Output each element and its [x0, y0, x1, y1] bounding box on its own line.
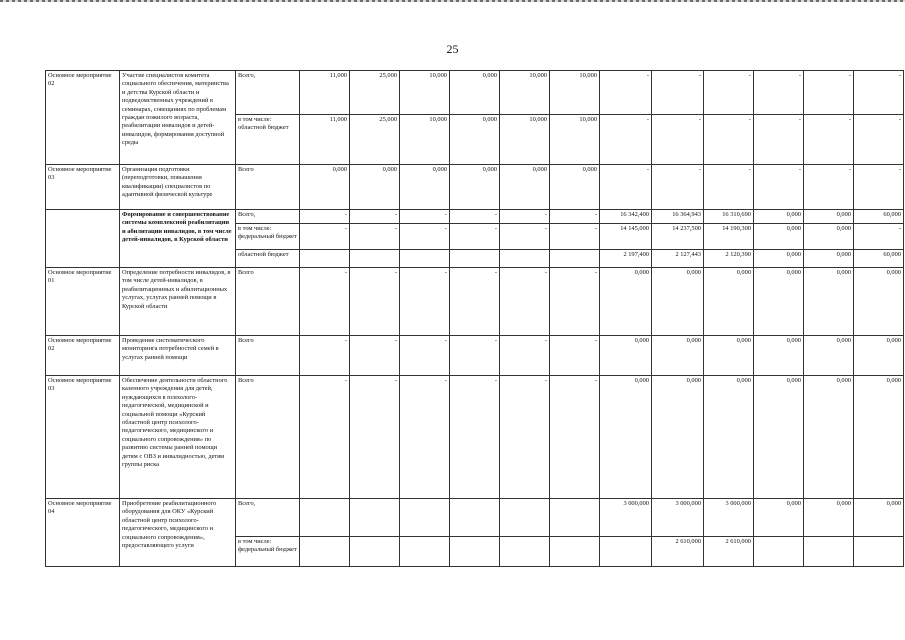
value-cell	[754, 537, 804, 567]
value-cell: 0,000	[804, 224, 854, 250]
value-cell: 0,000	[854, 268, 904, 336]
value-cell: 0,000	[804, 376, 854, 499]
scan-edge	[0, 0, 905, 2]
value-cell: -	[600, 165, 652, 210]
value-cell: -	[652, 71, 704, 115]
activity-name: Приобретение реабилитационного оборудования для ОКУ «Курский областной центр психолого-педагогического, медицинского и социального сопровождения», предоставляющего услуги	[120, 499, 236, 567]
value-cell: -	[450, 224, 500, 250]
value-cell: -	[450, 376, 500, 499]
value-cell	[400, 499, 450, 537]
value-cell: 0,000	[754, 376, 804, 499]
value-cell: -	[350, 268, 400, 336]
value-cell: -	[704, 165, 754, 210]
value-cell: 10,000	[400, 115, 450, 165]
value-cell: 0,000	[450, 115, 500, 165]
value-cell: 2 610,000	[652, 537, 704, 567]
activity-code: Основное мероприятие 03	[46, 165, 120, 210]
value-cell: 0,000	[450, 71, 500, 115]
value-cell: 0,000	[350, 165, 400, 210]
value-cell: 0,000	[804, 268, 854, 336]
value-cell: -	[500, 336, 550, 376]
value-cell: 0,000	[754, 268, 804, 336]
value-cell: -	[400, 268, 450, 336]
value-cell	[350, 499, 400, 537]
value-cell: 0,000	[450, 165, 500, 210]
table-row	[46, 165, 904, 210]
value-cell: 10,000	[550, 71, 600, 115]
value-cell: 0,000	[854, 336, 904, 376]
value-cell	[450, 537, 500, 567]
funding-source: в том числе: федеральный бюджет	[236, 224, 300, 250]
value-cell	[500, 250, 550, 268]
value-cell: 10,000	[500, 115, 550, 165]
value-cell: 0,000	[804, 210, 854, 224]
value-cell: -	[400, 376, 450, 499]
value-cell: 25,000	[350, 115, 400, 165]
value-cell: -	[704, 115, 754, 165]
value-cell: 14 237,500	[652, 224, 704, 250]
value-cell: -	[754, 71, 804, 115]
value-cell: -	[854, 115, 904, 165]
value-cell: -	[804, 71, 854, 115]
value-cell: 0,000	[652, 376, 704, 499]
table-row	[46, 376, 904, 499]
value-cell	[804, 537, 854, 567]
value-cell: -	[600, 115, 652, 165]
value-cell: -	[300, 268, 350, 336]
value-cell: 10,000	[400, 71, 450, 115]
value-cell: 3 000,000	[600, 499, 652, 537]
value-cell: -	[350, 210, 400, 224]
subprogram-name: Формирование и совершенствование системы комплексной реабилитации и абилитации инвалидов, в том числе детей-инвалидов, в Курской области	[120, 210, 236, 268]
value-cell: 0,000	[754, 336, 804, 376]
value-cell: 14 190,300	[704, 224, 754, 250]
funding-source: областной бюджет	[236, 250, 300, 268]
table-row	[46, 268, 904, 336]
value-cell	[400, 250, 450, 268]
value-cell: 3 000,000	[704, 499, 754, 537]
activity-code: Основное мероприятие 03	[46, 376, 120, 499]
value-cell: 25,000	[350, 71, 400, 115]
value-cell: -	[300, 376, 350, 499]
value-cell: -	[754, 165, 804, 210]
value-cell: -	[300, 224, 350, 250]
activity-code: Основное мероприятие 04	[46, 499, 120, 567]
table-row	[46, 336, 904, 376]
value-cell: -	[600, 71, 652, 115]
value-cell: -	[500, 210, 550, 224]
value-cell: 60,000	[854, 210, 904, 224]
activity-name: Обеспечение деятельности областного казенного учреждения для детей, нуждающихся в психолого-педагогической, медицинской и социальной помощи «Курский областной центр психолого-педагогического, медицинского и социального сопровождения» по развитию системы ранней помощи детям с ОВЗ и инвалидностью, детям группы риска	[120, 376, 236, 499]
value-cell	[450, 499, 500, 537]
value-cell: 11,000	[300, 71, 350, 115]
funding-source: Всего	[236, 336, 300, 376]
value-cell: 60,000	[854, 250, 904, 268]
value-cell: -	[550, 268, 600, 336]
activity-code: Основное мероприятие 02	[46, 71, 120, 165]
value-cell	[600, 537, 652, 567]
funding-source: Всего	[236, 376, 300, 499]
table-row	[46, 71, 904, 115]
value-cell	[300, 499, 350, 537]
value-cell: 16 342,400	[600, 210, 652, 224]
value-cell	[550, 250, 600, 268]
value-cell: -	[300, 210, 350, 224]
activity-name: Участие специалистов комитета социального обеспечения, материнства и детства Курской области и подведомственных учреждений в семинарах, совещаниях по проблемам граждан пожилого возраста, реабилитации инвалидов и детей-инвалидов, формирования доступной среды	[120, 71, 236, 165]
value-cell: -	[754, 115, 804, 165]
activity-name: Организация подготовки (переподготовки, повышения квалификации) специалистов по адаптивной физической культуре	[120, 165, 236, 210]
value-cell	[500, 499, 550, 537]
value-cell: -	[550, 376, 600, 499]
activity-code: Основное мероприятие 01	[46, 268, 120, 336]
value-cell: -	[500, 224, 550, 250]
value-cell: 3 000,000	[652, 499, 704, 537]
value-cell: 0,000	[704, 268, 754, 336]
value-cell	[450, 250, 500, 268]
value-cell: 0,000	[300, 165, 350, 210]
value-cell: -	[550, 336, 600, 376]
value-cell: -	[550, 210, 600, 224]
value-cell: 0,000	[600, 376, 652, 499]
value-cell: 0,000	[854, 376, 904, 499]
value-cell: 16 310,690	[704, 210, 754, 224]
value-cell: 0,000	[652, 336, 704, 376]
activity-name: Определение потребности инвалидов, в том числе детей-инвалидов, в реабилитационных и абилитационных услугах, услугах ранней помощи в Курской области	[120, 268, 236, 336]
value-cell: 10,000	[500, 71, 550, 115]
value-cell: 16 364,943	[652, 210, 704, 224]
value-cell: -	[704, 71, 754, 115]
value-cell: -	[450, 268, 500, 336]
value-cell: 0,000	[600, 336, 652, 376]
table-row	[46, 210, 904, 224]
value-cell	[350, 537, 400, 567]
value-cell: -	[854, 224, 904, 250]
value-cell: 2 127,443	[652, 250, 704, 268]
activity-name: Проведение систематического мониторинга потребностей семей в услугах ранней помощи	[120, 336, 236, 376]
value-cell: -	[400, 224, 450, 250]
value-cell: -	[854, 71, 904, 115]
funding-source: Всего	[236, 165, 300, 210]
value-cell: -	[652, 165, 704, 210]
value-cell	[854, 537, 904, 567]
value-cell	[400, 537, 450, 567]
value-cell: 0,000	[600, 268, 652, 336]
value-cell: 0,000	[754, 499, 804, 537]
value-cell	[500, 537, 550, 567]
value-cell: -	[350, 376, 400, 499]
table-row	[46, 499, 904, 537]
financing-table	[45, 70, 904, 567]
value-cell	[550, 499, 600, 537]
value-cell: 2 197,400	[600, 250, 652, 268]
value-cell: 2 610,000	[704, 537, 754, 567]
value-cell: 0,000	[704, 336, 754, 376]
activity-code: Основное мероприятие 02	[46, 336, 120, 376]
value-cell: -	[804, 115, 854, 165]
page-number: 25	[446, 42, 459, 56]
value-cell: 0,000	[550, 165, 600, 210]
value-cell: 11,000	[300, 115, 350, 165]
value-cell	[300, 537, 350, 567]
value-cell: -	[500, 376, 550, 499]
value-cell: 0,000	[400, 165, 450, 210]
value-cell: -	[300, 336, 350, 376]
value-cell: -	[854, 165, 904, 210]
value-cell: 0,000	[804, 250, 854, 268]
value-cell: 0,000	[804, 499, 854, 537]
activity-code	[46, 210, 120, 268]
value-cell: -	[500, 268, 550, 336]
funding-source: Всего,	[236, 499, 300, 537]
value-cell: 0,000	[804, 336, 854, 376]
value-cell: 0,000	[754, 250, 804, 268]
funding-source: Всего	[236, 268, 300, 336]
value-cell: -	[804, 165, 854, 210]
value-cell: 0,000	[500, 165, 550, 210]
value-cell: 0,000	[754, 210, 804, 224]
funding-source: в том числе: федеральный бюджет	[236, 537, 300, 567]
value-cell: -	[652, 115, 704, 165]
value-cell	[350, 250, 400, 268]
value-cell: -	[400, 210, 450, 224]
value-cell: 0,000	[704, 376, 754, 499]
value-cell: -	[350, 224, 400, 250]
value-cell: -	[450, 336, 500, 376]
value-cell	[300, 250, 350, 268]
funding-source: Всего,	[236, 210, 300, 224]
value-cell: 10,000	[550, 115, 600, 165]
value-cell: -	[550, 224, 600, 250]
value-cell: 0,000	[854, 499, 904, 537]
funding-source: в том числе: областной бюджет	[236, 115, 300, 165]
value-cell: 0,000	[652, 268, 704, 336]
value-cell: 2 120,390	[704, 250, 754, 268]
value-cell: -	[350, 336, 400, 376]
value-cell: -	[450, 210, 500, 224]
funding-source: Всего,	[236, 71, 300, 115]
value-cell: 14 145,000	[600, 224, 652, 250]
value-cell	[550, 537, 600, 567]
value-cell: -	[400, 336, 450, 376]
value-cell: 0,000	[754, 224, 804, 250]
